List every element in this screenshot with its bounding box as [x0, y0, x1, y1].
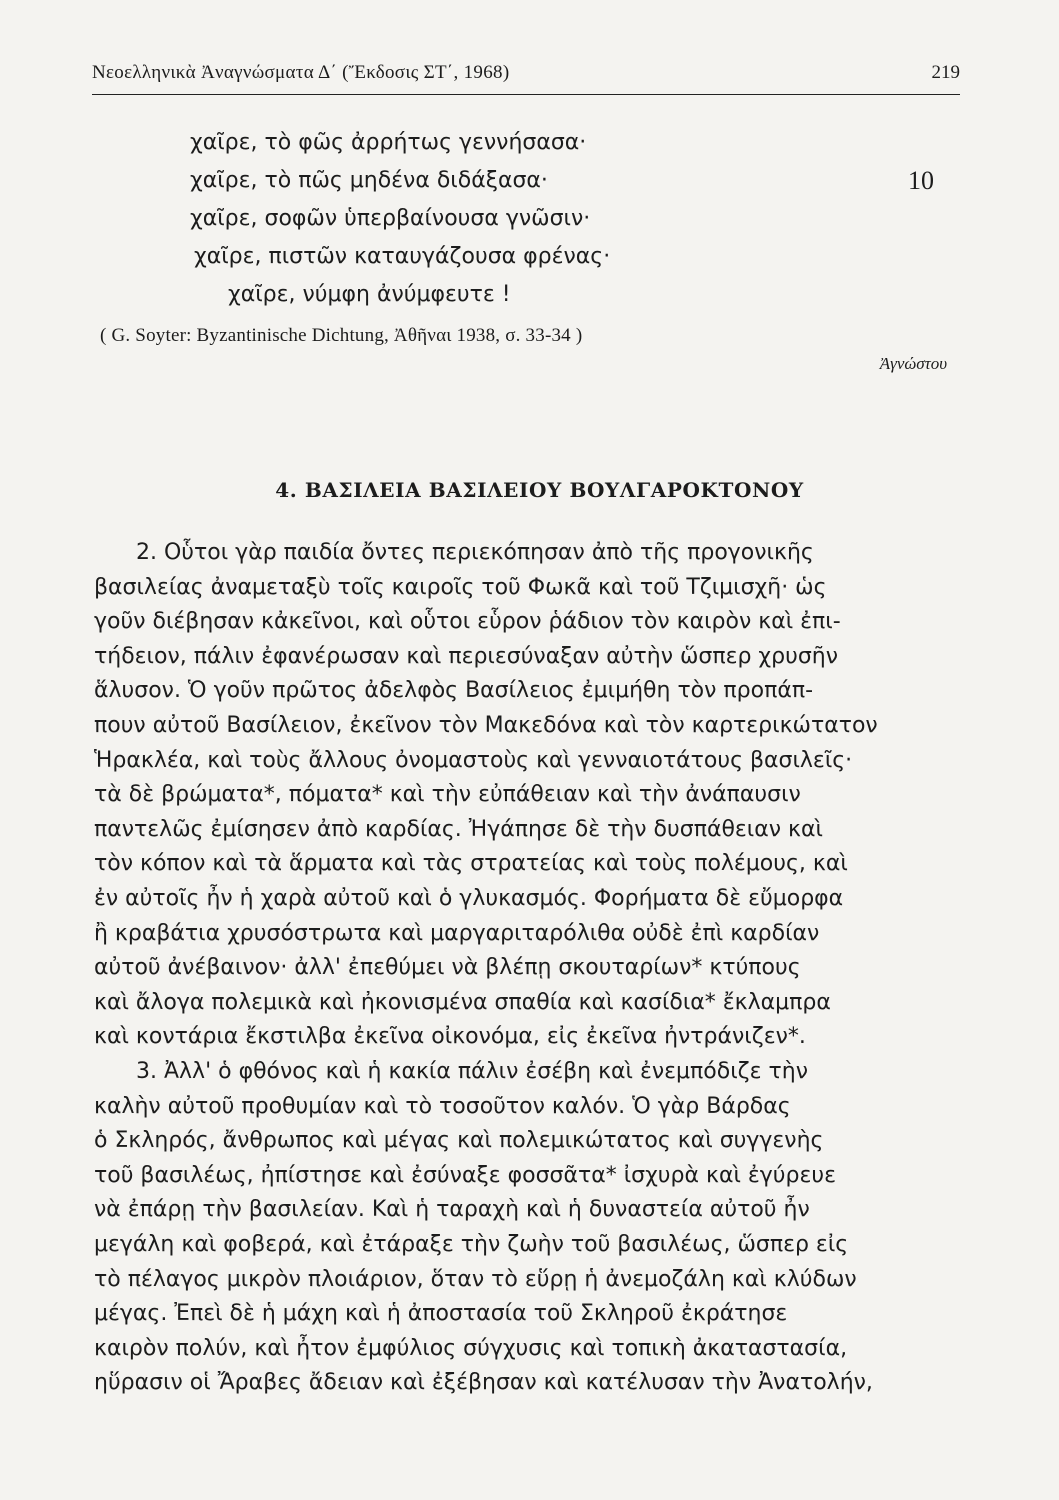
text-line: 3. Ἀλλ' ὁ φθόνος καὶ ἡ κακία πάλιν ἐσέβη καὶ ἐνεμπόδιζε τὴν — [136, 1059, 808, 1084]
poem-line: χαῖρε, τὸ πῶς μηδένα διδάξασα· — [190, 168, 548, 193]
text-line: καλὴν αὐτοῦ προθυμίαν καὶ τὸ τοσοῦτον καλόν. Ὁ γὰρ Βάρδας — [94, 1093, 791, 1119]
text-line: τὰ δὲ βρώματα*, πόματα* καὶ τὴν εὐπάθειαν καὶ τὴν ἀνάπαυσιν — [94, 782, 801, 808]
header-title: Νεοελληνικὰ Ἀναγνώσματα Δ΄ (Ἔκδοσις ΣΤ΄, 1968) — [92, 62, 510, 83]
text-line: ὁ Σκληρός, ἄνθρωπος καὶ μέγας καὶ πολεμικώτατος καὶ συγγενὴς — [94, 1128, 824, 1154]
text-line: Ἡρακλέα, καὶ τοὺς ἄλλους ὀνομαστοὺς καὶ γενναιοτάτους βασιλεῖς· — [94, 747, 853, 773]
text-line: τοῦ βασιλέως, ἠπίστησε καὶ ἐσύναξε φοσσᾶτα* ἰσχυρὰ καὶ ἐγύρευε — [94, 1162, 837, 1188]
text-line: νὰ ἐπάρῃ τὴν βασιλείαν. Καὶ ἡ ταραχὴ καὶ ἡ δυναστεία αὐτοῦ ἦν — [94, 1197, 810, 1223]
verse-line-number: 10 — [908, 166, 934, 195]
text-line: παντελῶς ἐμίσησεν ἀπὸ καρδίας. Ἠγάπησε δὲ τὴν δυσπάθειαν καὶ — [94, 816, 823, 842]
text-line: καιρὸν πολύν, καὶ ἦτον ἐμφύλιος σύγχυσις καὶ τοπικὴ ἀκαταστασία, — [94, 1335, 848, 1361]
text-line: μεγάλη καὶ φοβερά, καὶ ἐτάραξε τὴν ζωὴν τοῦ βασιλέως, ὥσπερ εἰς — [94, 1232, 849, 1257]
poem-line: χαῖρε, τὸ φῶς ἀρρήτως γεννήσασα· — [190, 130, 587, 155]
text-line: ἅλυσον. Ὁ γοῦν πρῶτος ἀδελφὸς Βασίλειος ἐμιμήθη τὸν προπάπ- — [94, 678, 814, 704]
text-line: ἐν αὐτοῖς ἦν ἡ χαρὰ αὐτοῦ καὶ ὁ γλυκασμός. Φορήματα δὲ εὔμορφα — [94, 886, 844, 911]
poem-line: χαῖρε, πιστῶν καταυγάζουσα φρένας· — [194, 244, 611, 269]
text-line: αὐτοῦ ἀνέβαινον· ἀλλ' ἐπεθύμει νὰ βλέπῃ σκουταρίων* κτύπους — [94, 955, 801, 981]
text-line: γοῦν διέβησαν κἀκεῖνοι, καὶ οὗτοι εὗρον ῥάδιον τὸν καιρὸν καὶ ἐπι- — [94, 609, 841, 635]
text-line: καὶ κοντάρια ἔκστιλβα ἐκεῖνα οἰκονόμα, εἰς ἐκεῖνα ἠντράνιζεν*. — [94, 1024, 806, 1050]
text-line: τήδειον, πάλιν ἐφανέρωσαν καὶ περιεσύναξαν αὐτὴν ὥσπερ χρυσῆν — [94, 643, 839, 669]
running-header — [92, 62, 962, 92]
text-line: καὶ ἄλογα πολεμικὰ καὶ ἠκονισμένα σπαθία καὶ κασίδια* ἔκλαμπρα — [94, 989, 831, 1015]
text-line: ηὕρασιν οἱ Ἄραβες ἄδειαν καὶ ἐξέβησαν καὶ κατέλυσαν τὴν Ἀνατολήν, — [94, 1370, 873, 1396]
text-line: βασιλείας ἀναμεταξὺ τοῖς καιροῖς τοῦ Φωκᾶ καὶ τοῦ Τζιμισχῆ· ὡς — [94, 574, 827, 600]
section-heading: 4. ΒΑΣΙΛΕΙΑ ΒΑΣΙΛΕΙΟΥ ΒΟΥΛΓΑΡΟΚΤΟΝΟΥ — [275, 478, 804, 502]
text-line: τὸ πέλαγος μικρὸν πλοιάριον, ὅταν τὸ εὕρῃ ἡ ἀνεμοζάλη καὶ κλύδων — [94, 1266, 857, 1292]
poem-line: χαῖρε, νύμφη ἀνύμφευτε ! — [228, 282, 511, 307]
header-rule — [92, 94, 960, 95]
source-citation: ( G. Soyter: Byzantinische Dichtung, Ἀθῆναι 1938, σ. 33-34 ) — [100, 325, 583, 346]
text-line: 2. Οὗτοι γὰρ παιδία ὄντες περιεκόπησαν ἀπὸ τῆς προγονικῆς — [136, 540, 814, 565]
page-number: 219 — [931, 62, 960, 83]
text-line: μέγας. Ἐπεὶ δὲ ἡ μάχη καὶ ἡ ἀποστασία τοῦ Σκληροῦ ἐκράτησε — [94, 1301, 788, 1327]
author-attribution: Ἀγνώστου — [879, 354, 947, 373]
text-line: τὸν κόπον καὶ τὰ ἅρματα καὶ τὰς στρατείας καὶ τοὺς πολέμους, καὶ — [94, 851, 848, 877]
text-line: πουν αὐτοῦ Βασίλειον, ἐκεῖνον τὸν Μακεδόνα καὶ τὸν καρτερικώτατον — [94, 713, 878, 738]
poem-line: χαῖρε, σοφῶν ὑπερβαίνουσα γνῶσιν· — [190, 206, 591, 231]
text-line: ἢ κραβάτια χρυσόστρωτα καὶ μαργαριταρόλιθα οὐδὲ ἐπὶ καρδίαν — [94, 920, 820, 946]
